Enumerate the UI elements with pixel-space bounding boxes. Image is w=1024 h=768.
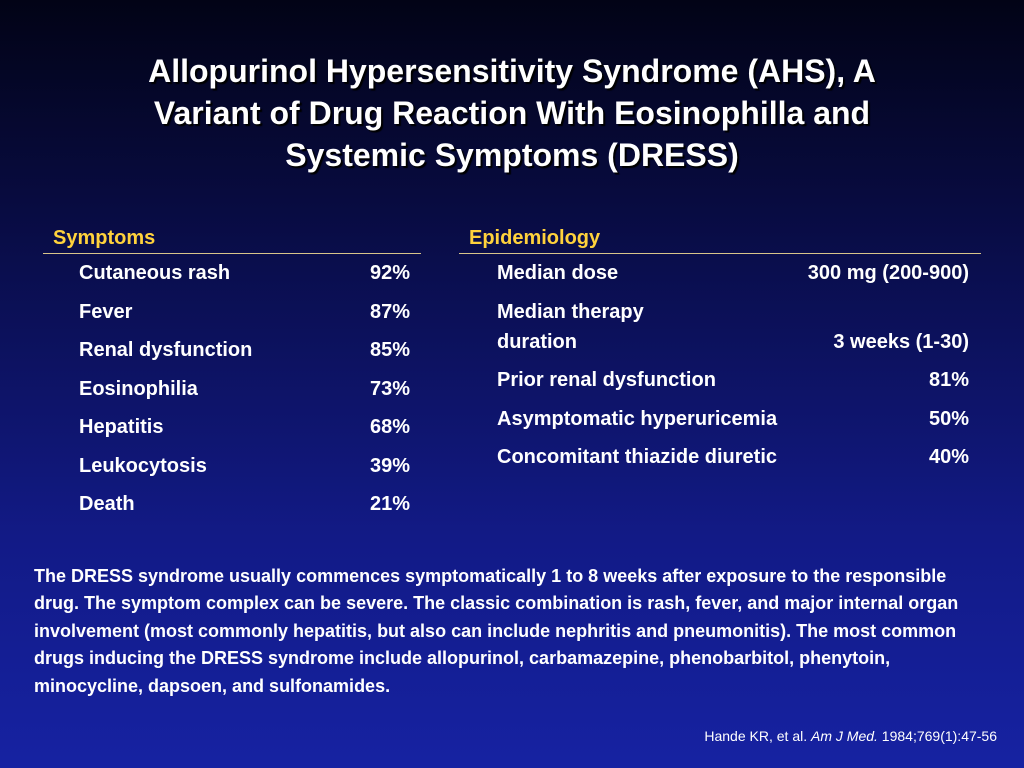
symptom-row (43, 412, 421, 442)
symptom-label: Death (79, 493, 135, 515)
symptom-value: 85% (369, 339, 410, 361)
symptom-row (43, 297, 421, 327)
epidemiology-row (459, 297, 981, 357)
symptom-row (43, 335, 421, 365)
symptom-value: 73% (369, 377, 410, 400)
epidemiology-value: 300 mg (200-900) (807, 262, 969, 284)
epidemiology-label: Prior renal dysfunction (497, 369, 716, 391)
description-paragraph: The DRESS syndrome usually commences symptomatically 1 to 8 weeks after exposure to the responsible drug. The symptom complex can be severe. The classic combination is rash, fever, and major internal organ involvement (most commonly hepatitis, but also can include nephritis and pneumonitis). The most common drugs inducing the DRESS syndrome include allopurinol, carbamazepine, phenobarbitol, phenytoin, minocycline, dapsoen, and sulfonamides. (34, 566, 959, 696)
symptom-label: Eosinophilia (79, 377, 198, 400)
symptom-label: Renal dysfunction (79, 339, 253, 361)
epidemiology-label: Asymptomatic hyperuricemia (497, 407, 778, 430)
citation-authors: Hande KR, et al. (704, 728, 808, 744)
citation (704, 727, 997, 745)
epidemiology-value: 50% (928, 407, 969, 430)
epidemiology-value: 3 weeks (1-30) (833, 330, 969, 353)
symptom-row (43, 374, 421, 404)
symptom-label: Cutaneous rash (79, 262, 231, 284)
citation-journal: Am J Med. (811, 728, 878, 744)
slide-title-line-1: Allopurinol Hypersensitivity Syndrome (AHS), A (148, 53, 876, 89)
symptoms-table (43, 225, 421, 528)
epidemiology-row (459, 258, 981, 288)
symptom-value: 21% (369, 493, 410, 515)
slide-title-line-3: Systemic Symptoms (DRESS) (285, 137, 739, 173)
symptoms-rows (43, 254, 421, 519)
epidemiology-rows (459, 254, 981, 472)
epidemiology-value: 81% (928, 369, 969, 391)
epidemiology-label-line-2: duration (497, 330, 577, 353)
slide-title-line-2: Variant of Drug Reaction With Eosinophilla and (153, 95, 871, 131)
symptom-label: Leukocytosis (79, 454, 207, 477)
slide-title (40, 50, 984, 176)
symptom-row (43, 258, 421, 288)
symptom-row (43, 489, 421, 519)
epidemiology-label-line-1: Median therapy (497, 300, 644, 323)
symptoms-header: Symptoms (43, 225, 421, 254)
epidemiology-row (459, 404, 981, 434)
symptom-value: 39% (369, 454, 410, 477)
epidemiology-value: 40% (928, 446, 969, 468)
symptom-value: 92% (369, 262, 410, 284)
epidemiology-label (497, 297, 644, 357)
symptom-label: Hepatitis (79, 416, 164, 438)
citation-details: 1984;769(1):47-56 (881, 728, 997, 744)
epidemiology-label: Concomitant thiazide diuretic (497, 446, 778, 468)
symptom-value: 68% (369, 416, 410, 438)
symptom-row (43, 451, 421, 481)
symptom-label: Fever (79, 300, 133, 323)
epidemiology-row (459, 442, 981, 472)
epidemiology-label: Median dose (497, 262, 619, 284)
epidemiology-row (459, 365, 981, 395)
epidemiology-table (459, 225, 981, 481)
epidemiology-header: Epidemiology (459, 225, 981, 254)
symptom-value: 87% (369, 300, 410, 323)
